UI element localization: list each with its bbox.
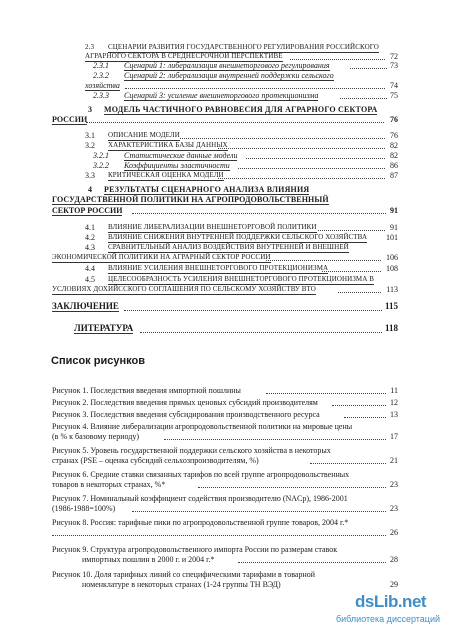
figure-entry-9[interactable]: Рисунок 9. Структура агропродовольственного импорта России по размерам ставок импортных пошлин в 2000 г. и 2004 г.* 28 — [52, 545, 398, 564]
watermark-subtitle: библиотека диссертаций — [336, 614, 441, 624]
leader-dots — [318, 230, 385, 231]
leader-dots — [125, 88, 385, 89]
leader-dots — [290, 59, 385, 60]
leader-dots — [52, 535, 386, 536]
watermark-logo: dsLib.net — [355, 592, 427, 611]
leader-dots — [132, 213, 386, 214]
leader-dots — [344, 417, 386, 418]
figure-entry-8[interactable]: Рисунок 8. Россия: тарифные пики по агропродовольственной группе товаров, 2004 г.* 26 — [52, 518, 398, 537]
figure-entry-7[interactable]: Рисунок 7. Номинальный коэффициент содействия производителю (NACp), 1986-2001 (1986-1988=100%) 23 — [52, 494, 398, 513]
leader-dots — [350, 68, 387, 69]
leader-dots — [124, 310, 382, 311]
figure-entry-2[interactable]: Рисунок 2. Последствия введения прямых ценовых субсидий производителям 12 — [52, 398, 398, 407]
leader-dots — [218, 178, 385, 179]
leader-dots — [132, 511, 386, 512]
leader-dots — [332, 405, 386, 406]
leader-dots — [310, 463, 386, 464]
leader-dots — [340, 98, 387, 99]
leader-dots — [238, 168, 385, 169]
watermark[interactable] — [333, 592, 441, 628]
leader-dots — [164, 439, 386, 440]
leader-dots — [198, 487, 386, 488]
document-page: 2.3 СЦЕНАРИИ РАЗВИТИЯ ГОСУДАРСТВЕННОГО РЕГУЛИРОВАНИЯ РОССИЙСКОГО АГРАРНОГО СЕКТОРА В СРЕДНЕСРОЧНОЙ ПЕРСПЕКТИВЕ 72 2.3.1 Сценарий 1: либерализация внешнеторгового регулирования 73 2.3.2 Сценарий 2: либерализация внутренней поддержки сельского хозяйства 74 2.3.3 Сценарий 3: усиление внешнеторгового протекционизма 75 3 МОДЕЛЬ ЧАСТИЧНОГО РАВНОВЕСИЯ ДЛЯ АГРАРНОГО СЕКТОРА РОССИИ 76 3.1 ОПИСАНИЕ МОДЕЛИ 76 3.2 ХАРАКТЕРИСТИКА БАЗЫ ДАННЫХ 82 3.2.1 Статистические данные модели 82 3.2.2 Коэффициенты эластичности 86 3.3 КРИТИЧЕСКАЯ ОЦЕНКА МОДЕЛИ 87 4 РЕЗУЛЬТАТЫ СЦЕНАРНОГО АНАЛИЗА ВЛИЯНИЯ ГОСУДАРСТВЕННОЙ ПОЛИТИКИ НА АГРОПРОДОВОЛЬСТВЕННЫЙ СЕКТОР РОССИИ 91 4.1 ВЛИЯНИЕ ЛИБЕРАЛИЗАЦИИ ВНЕШНЕТОРГОВОЙ ПОЛИТИКИ 91 4.2 ВЛИЯНИЕ СНИЖЕНИЯ ВНУТРЕННЕЙ ПОДДЕРЖКИ СЕЛЬСКОГО ХОЗЯЙСТВА 101 4.3 СРАВНИТЕЛЬНЫЙ АНАЛИЗ ВОЗДЕЙСТВИЯ ВНУТРЕННЕЙ И ВНЕШНЕЙ ЭКОНОМИЧЕСКОЙ ПОЛИТИКИ НА АГРАРНЫЙ СЕКТОР РОССИИ 106 4.4 ВЛИЯНИЕ УСИЛЕНИЯ ВНЕШНЕТОРГОВОГО ПРОТЕКЦИОНИЗМА 108 4.5 ЦЕЛЕСООБРАЗНОСТЬ УСИЛЕНИЯ ВНЕШНЕТОРГОВОГО ПРОТЕКЦИОНИЗМА В УСЛОВИЯХ ДОХИЙССКОГО СОГЛАШЕНИЯ ПО СЕЛЬСКОМУ ХОЗЯЙСТВУ ВТО 113 ЗАКЛЮЧЕНИЕ 115 ЛИТЕРАТУРА 118 Список рисунков Рисунок 1. Последствия введения импортной пошлины 11 Рисунок 2. Последствия введения прямых ценовых субсидий производителям 12 Рисунок 3. Последствия введения субсидирования производственного ресурса 13 Рисунок 4. Влияние либерализации агропродовольственной политики на мировые цены (в % к базовому периоду) 17 Рисунок 5. Уровень государственной поддержки сельского хозяйства в некоторых странах (PSE – оценка субсидий сельхозпроизводителям, %) 21 Рисунок 6. Средние ставки связанных тарифов по всей группе агропродовольственных товаров в некоторых странах, %* 23 Рисунок 7. Номинальный коэффициент содействия производителю (NACp), 1986-2001 (1986-1988=100%) 23 Рисунок 8. Россия: тарифные пики по агропродовольственной группе товаров, 2004 г.* 26 Рисунок 9. Структура агропродовольственного импорта России по размерам ставок импортных пошлин в 2000 г. и 2004 г.* 28 Рисунок 10. Доля тарифных линий со специфическими тарифами в товарной номенклатуре в некоторых странах (1-24 группы ТН ВЭД) 29 dsLib.net библиотека диссертаций — [0, 0, 450, 632]
figure-entry-3[interactable]: Рисунок 3. Последствия введения субсидирования производственного ресурса 13 — [52, 410, 398, 419]
figure-entry-1[interactable]: Рисунок 1. Последствия введения импортной пошлины 11 — [52, 386, 398, 395]
leader-dots — [140, 332, 382, 333]
figures-heading: Список рисунков — [51, 355, 145, 367]
figure-entry-5[interactable]: Рисунок 5. Уровень государственной поддержки сельского хозяйства в некоторых странах (PSE – оценка субсидий сельхозпроизводителям, %) 21 — [52, 446, 398, 465]
leader-dots — [86, 122, 384, 123]
leader-dots — [338, 292, 381, 293]
leader-dots — [218, 148, 385, 149]
leader-dots — [180, 138, 385, 139]
figure-entry-4[interactable]: Рисунок 4. Влияние либерализации агропродовольственной политики на мировые цены (в % к базовому периоду) 17 — [52, 422, 398, 441]
figure-entry-6[interactable]: Рисунок 6. Средние ставки связанных тарифов по всей группе агропродовольственных товаров в некоторых странах, %* 23 — [52, 470, 398, 489]
leader-dots — [266, 260, 381, 261]
figure-entry-10[interactable]: Рисунок 10. Доля тарифных линий со специфическими тарифами в товарной номенклатуре в некоторых странах (1-24 группы ТН ВЭД) 29 — [52, 570, 398, 589]
leader-dots — [266, 393, 386, 394]
leader-dots — [246, 158, 385, 159]
leader-dots — [238, 562, 386, 563]
leader-dots — [322, 271, 381, 272]
